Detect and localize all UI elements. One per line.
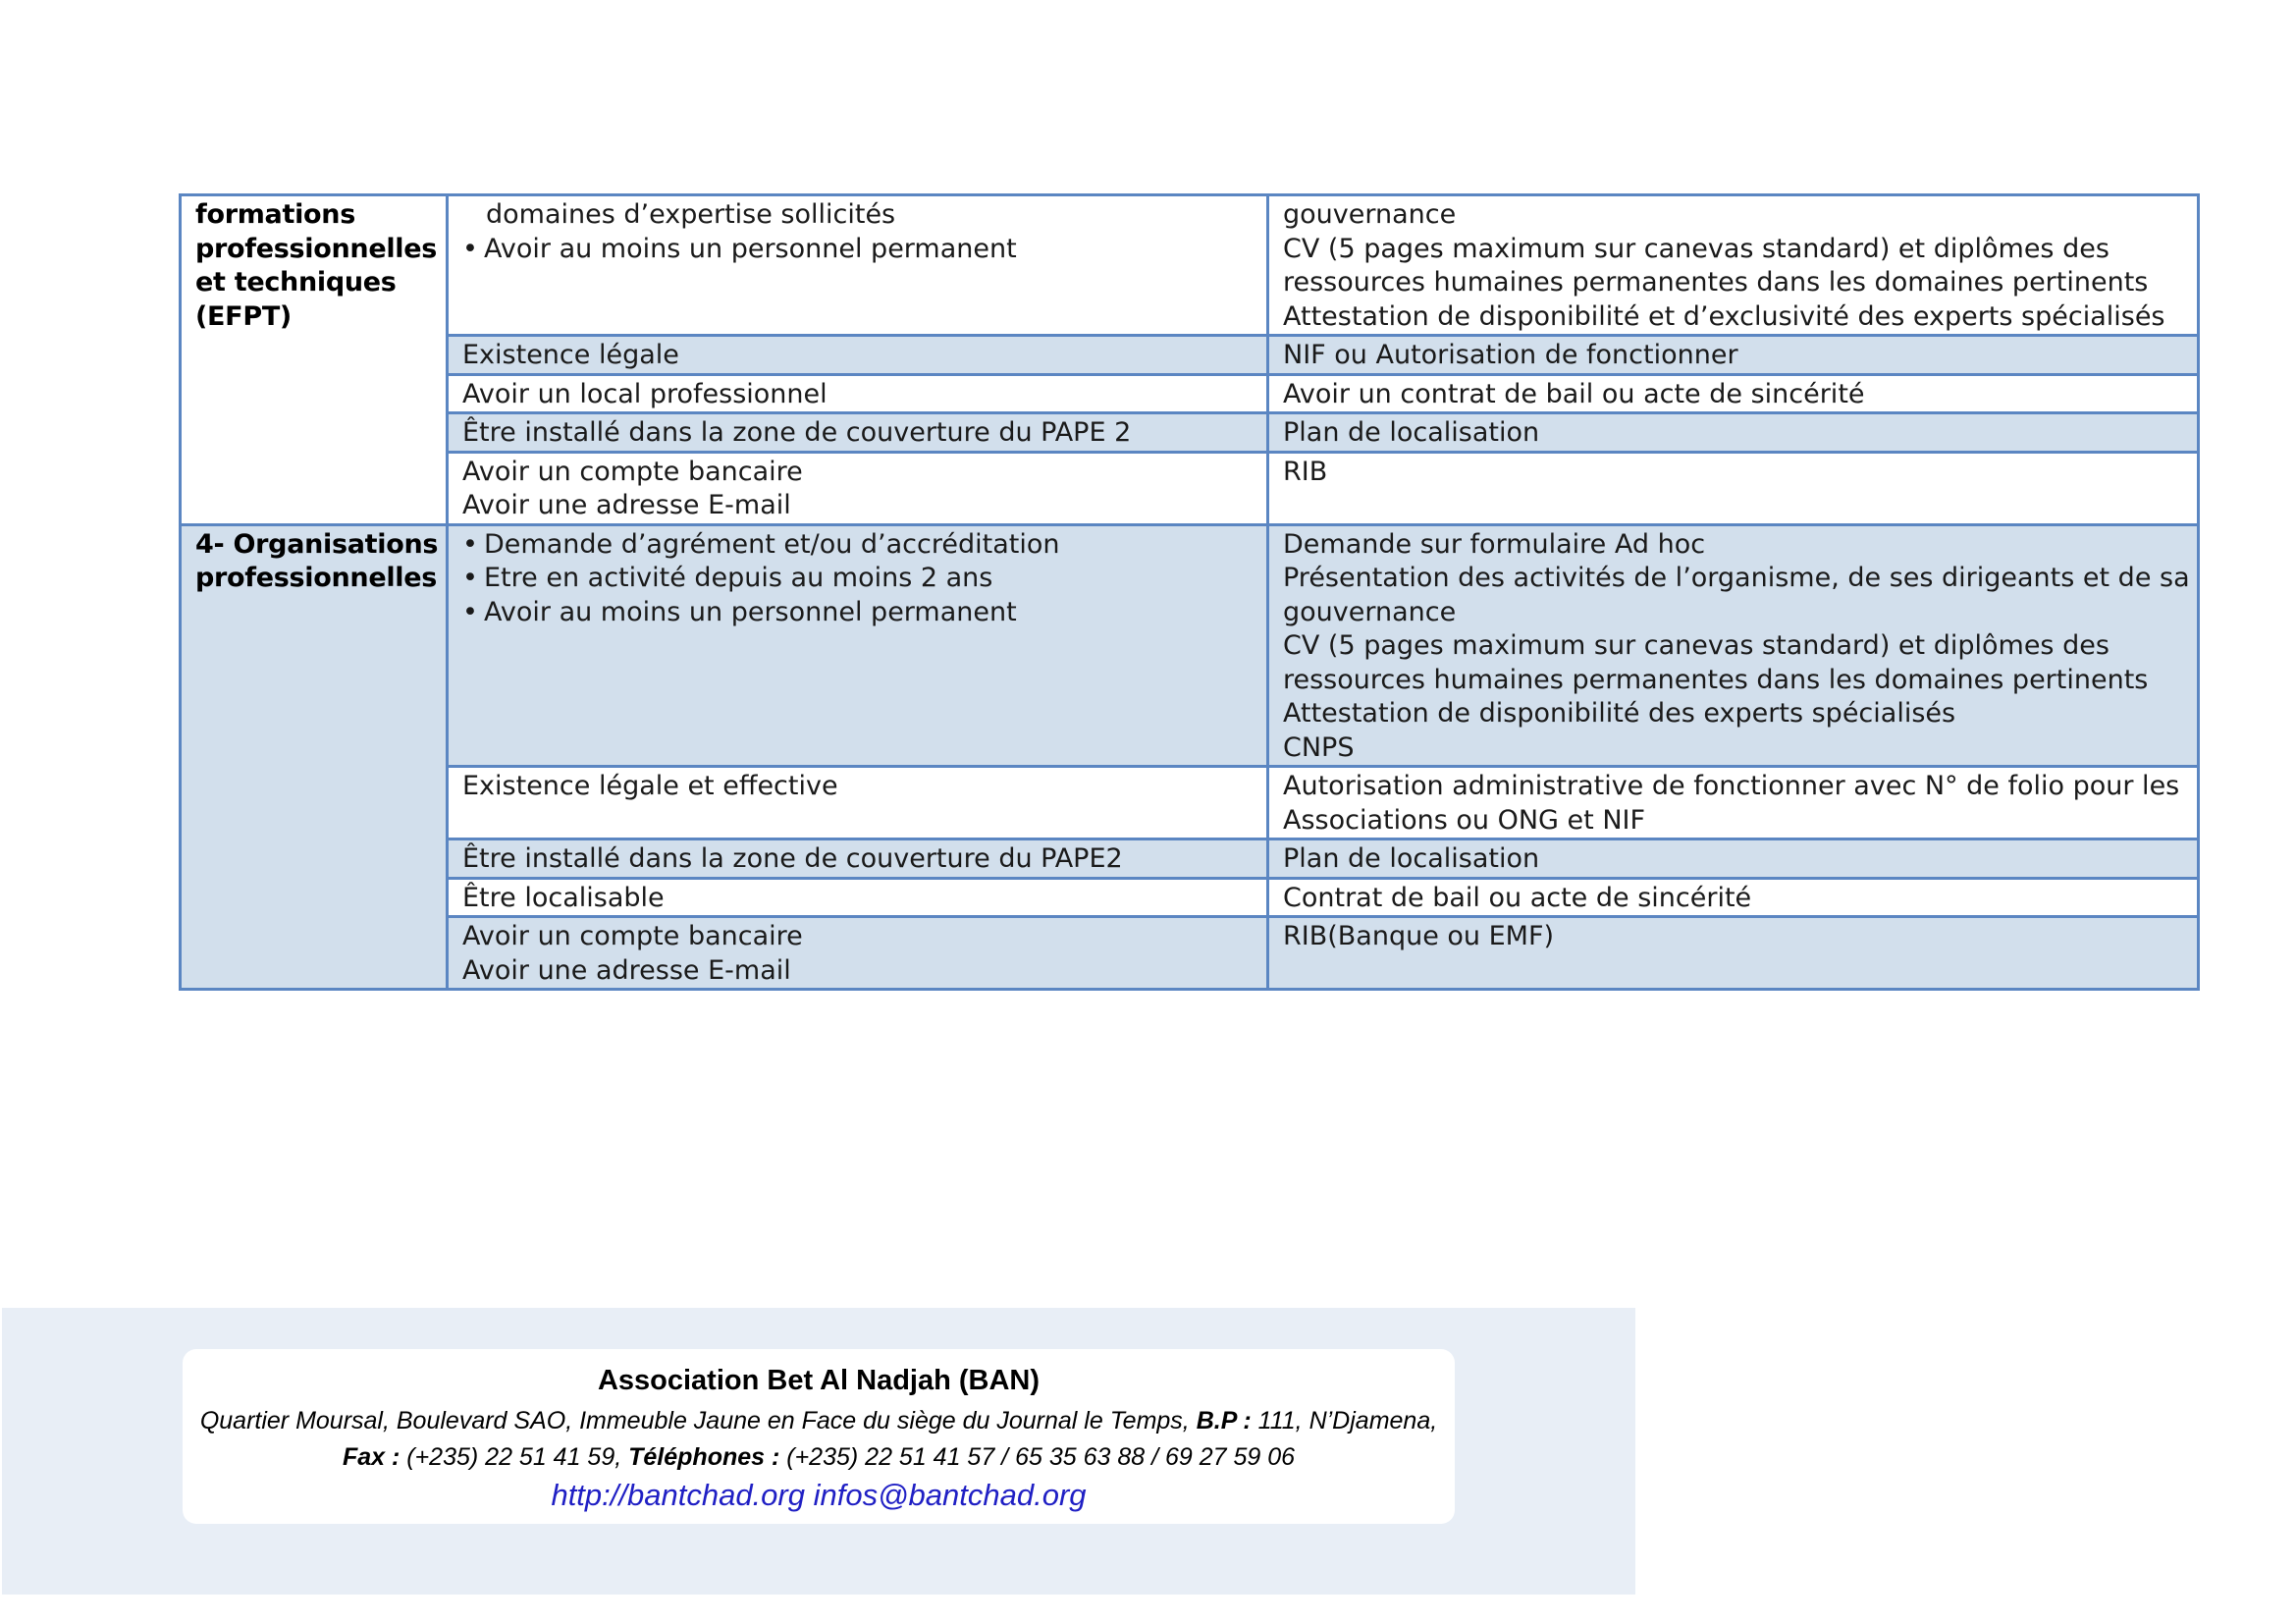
document-line: Contrat de bail ou acte de sincérité [1283,882,1752,913]
criterion-bullet: • Demande d’agrément et/ou d’accréditation [462,528,1253,563]
document-line: CNPS [1283,731,1355,763]
category-line: et techniques [195,267,397,298]
document-line: gouvernance [1283,596,1457,627]
category-cell [181,524,448,990]
address-city: 111, N’Djamena, [1251,1407,1438,1435]
criterion-cell [448,839,1268,879]
criterion-cell [448,917,1268,990]
table-row [181,917,2199,990]
table-row [181,195,2199,336]
document-line: Plan de localisation [1283,417,1540,448]
criterion-cell [448,413,1268,453]
category-line: (EFPT) [195,300,292,332]
category-line: 4- Organisations [195,528,439,560]
category-cell [181,195,448,525]
document-cell [1268,839,2199,879]
criterion-bullet: • Avoir au moins un personnel permanent [462,233,1253,267]
criterion-line: Être installé dans la zone de couverture du PAPE 2 [462,417,1132,448]
contact-line [183,1441,1455,1473]
document-line: NIF ou Autorisation de fonctionner [1283,340,1738,370]
org-name: Association Bet Al Nadjah (BAN) [597,1365,1041,1396]
criterion-cell [448,195,1268,336]
document-line: ressources humaines permanentes dans les domaines pertinents [1283,664,2149,695]
document-cell [1268,524,2199,767]
document-cell [1268,413,2199,453]
document-cell [1268,767,2199,839]
address-text: Quartier Moursal, Boulevard SAO, Immeuble Jaune en Face du siège du Journal le Temps, [199,1407,1197,1435]
category-line: formations [195,199,355,230]
criteria-table [179,193,2200,991]
table-row [181,413,2199,453]
fax-number: (+235) 22 51 41 59, [400,1443,629,1471]
document-line: CV (5 pages maximum sur canevas standard) et diplômes des [1283,630,2109,661]
table-row [181,767,2199,839]
document-line: Avoir un contrat de bail ou acte de sincérité [1283,378,1865,409]
criterion-bullet: • Avoir au moins un personnel permanent [462,596,1253,630]
document-line: RIB [1283,456,1328,487]
document-line: RIB(Banque ou EMF) [1283,921,1555,951]
table-row [181,878,2199,917]
table-row [181,336,2199,375]
document-cell [1268,917,2199,990]
document-cell [1268,374,2199,413]
document-cell [1268,336,2199,375]
document-line: CV (5 pages maximum sur canevas standard) et diplômes des [1283,233,2109,264]
criterion-line: Avoir un compte bancaire [462,921,803,951]
criterion-line: Existence légale et effective [462,771,838,801]
email-link[interactable]: infos@bantchad.org [813,1478,1087,1512]
criterion-line: Avoir un local professionnel [462,378,828,409]
criterion-cell [448,336,1268,375]
criterion-line: Avoir un compte bancaire [462,456,803,487]
phone-numbers: (+235) 22 51 41 57 / 65 35 63 88 / 69 27 59 06 [779,1443,1296,1471]
criterion-line: Avoir une adresse E-mail [462,490,791,520]
criterion-cell [448,524,1268,767]
category-line: professionnelles [195,563,438,593]
criterion-line: Avoir une adresse E-mail [462,954,791,986]
table-row [181,374,2199,413]
category-line: professionnelles [195,233,438,264]
criteria-table-body [181,195,2199,990]
criterion-cell [448,452,1268,524]
website-link[interactable]: http://bantchad.org [551,1478,805,1512]
criterion-cell [448,878,1268,917]
phone-label: Téléphones : [628,1443,780,1471]
footer-card [183,1349,1455,1524]
document-line: Autorisation administrative de fonctionner avec N° de folio pour les [1283,771,2180,801]
links-line [183,1477,1455,1514]
document-line: Attestation de disponibilité des experts spécialisés [1283,698,1956,729]
criterion-line: Existence légale [462,340,679,370]
bp-label: B.P : [1196,1407,1252,1435]
document-line: Attestation de disponibilité et d’exclusivité des experts spécialisés [1283,300,2165,332]
document-line: Demande sur formulaire Ad hoc [1283,528,1706,560]
table-row [181,839,2199,879]
table-row [181,524,2199,767]
criterion-line: Être localisable [462,882,665,913]
criterion-bullet: • Etre en activité depuis au moins 2 ans [462,562,1253,596]
document-line: Présentation des activités de l’organisme, de ses dirigeants et de sa [1283,563,2190,593]
document-line: ressources humaines permanentes dans les domaines pertinents [1283,267,2149,298]
document-line: Associations ou ONG et NIF [1283,804,1646,836]
document-line: Plan de localisation [1283,843,1540,874]
document-cell [1268,878,2199,917]
fax-label: Fax : [342,1443,400,1471]
table-row [181,452,2199,524]
address-line [183,1405,1455,1436]
document-cell [1268,195,2199,336]
criterion-cell [448,767,1268,839]
criterion-cell [448,374,1268,413]
document-line: gouvernance [1283,199,1457,230]
criterion-line: domaines d’expertise sollicités [486,199,896,230]
document-cell [1268,452,2199,524]
criterion-line: Être installé dans la zone de couverture du PAPE2 [462,843,1123,874]
